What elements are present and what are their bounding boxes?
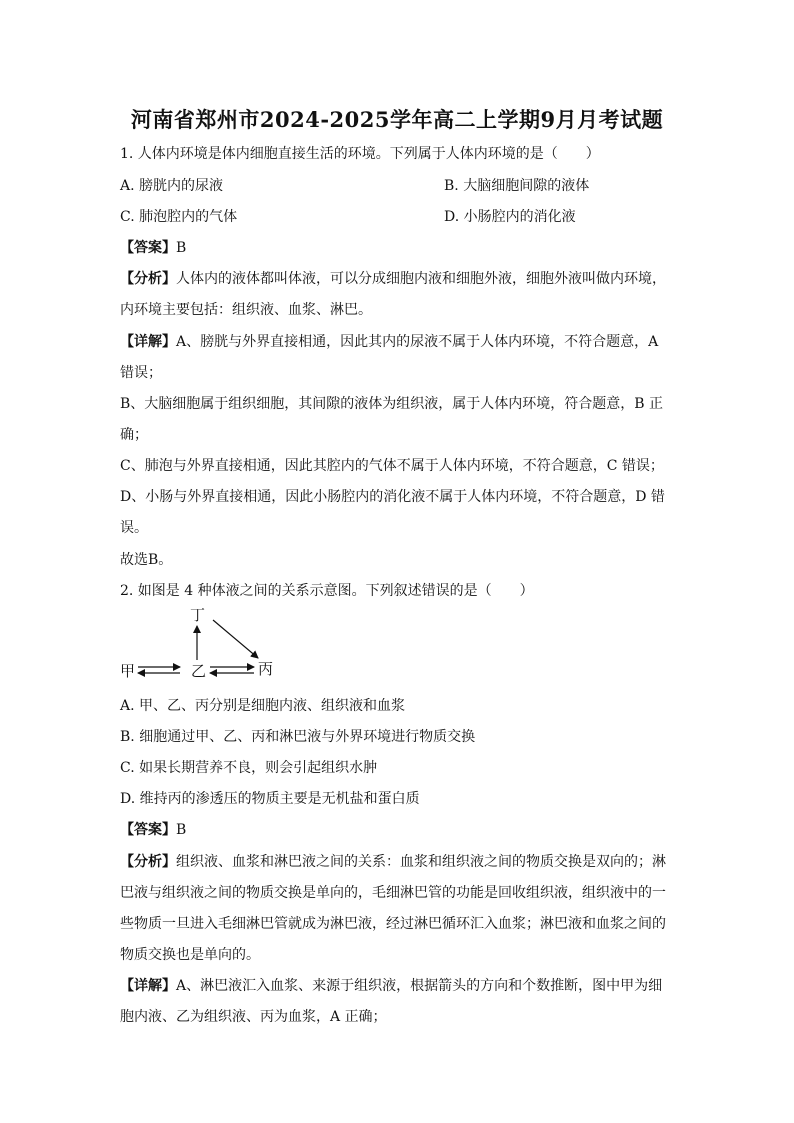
label-yi: 乙: [191, 662, 207, 680]
answer-value: B: [176, 822, 187, 838]
label-bing: 丙: [258, 660, 274, 678]
label-ding: 丁: [190, 606, 206, 624]
arrow-ding-to-bing: [213, 620, 258, 658]
q1-answer: [120, 239, 680, 257]
q1-detail-line-3: B、大脑细胞属于组织细胞，其间隙的液体为组织液，属于人体内环境，符合题意，B 正: [120, 396, 664, 412]
q2-analysis-line-1: [120, 853, 680, 871]
q1-option-c: C. 肺泡腔内的气体: [120, 209, 238, 225]
analysis-text: 组织液、血浆和淋巴液之间的关系：血浆和组织液之间的物质交换是双向的；淋: [176, 854, 666, 870]
analysis-tag: 【分析】: [120, 854, 176, 870]
answer-value: B: [176, 240, 187, 256]
page-title: 河南省郑州市2024-2025学年高二上学期9月月考试题: [130, 107, 664, 132]
q1-detail-line-1: [120, 333, 680, 351]
q1-detail-line-8: 故选B。: [120, 552, 173, 568]
q1-option-a: A. 膀胱内的尿液: [120, 178, 224, 194]
q2-detail-line-1: [120, 977, 680, 995]
q1-detail-line-4: 确；: [120, 427, 148, 443]
analysis-tag: 【分析】: [120, 271, 176, 287]
q1-option-b: B. 大脑细胞间隙的液体: [444, 178, 590, 194]
q2-stem: 2. 如图是 4 种体液之间的关系示意图。下列叙述错误的是（ ）: [120, 583, 534, 599]
analysis-text: 人体内的液体都叫体液，可以分成细胞内液和细胞外液，细胞外液叫做内环境，: [176, 271, 666, 287]
q1-option-d: D. 小肠腔内的消化液: [444, 209, 576, 225]
q2-analysis-line-2: 巴液与组织液之间的物质交换是单向的，毛细淋巴管的功能是回收组织液，组织液中的一: [120, 885, 666, 901]
detail-tag: 【详解】: [120, 978, 176, 994]
answer-tag: 【答案】: [120, 240, 176, 256]
q2-answer: [120, 821, 680, 839]
q2-option-d: D. 维持丙的渗透压的物质主要是无机盐和蛋白质: [120, 791, 420, 807]
q2-option-a: A. 甲、乙、丙分别是细胞内液、组织液和血浆: [120, 698, 406, 714]
q1-detail-line-7: 误。: [120, 520, 148, 536]
detail-text: A、膀胱与外界直接相通，因此其内的尿液不属于人体内环境，不符合题意，A: [176, 334, 659, 350]
q2-analysis-line-4: 物质交换也是单向的。: [120, 947, 260, 963]
q1-analysis-line-1: [120, 270, 680, 288]
q2-option-b: B. 细胞通过甲、乙、丙和淋巴液与外界环境进行物质交换: [120, 729, 476, 745]
q1-detail-line-2: 错误；: [120, 365, 162, 381]
q1-detail-line-6: D、小肠与外界直接相通，因此小肠腔内的消化液不属于人体内环境，不符合题意，D 错: [120, 489, 665, 505]
body-fluid-diagram: [118, 604, 288, 684]
q2-analysis-line-3: 些物质一旦进入毛细淋巴管就成为淋巴液，经过淋巴循环汇入血浆；淋巴液和血浆之间的: [120, 916, 666, 932]
detail-tag: 【详解】: [120, 334, 176, 350]
answer-tag: 【答案】: [120, 822, 176, 838]
q1-stem: 1. 人体内环境是体内细胞直接生活的环境。下列属于人体内环境的是（ ）: [120, 146, 600, 162]
q2-option-c: C. 如果长期营养不良，则会引起组织水肿: [120, 760, 378, 776]
q2-detail-line-2: 胞内液、乙为组织液、丙为血浆，A 正确；: [120, 1009, 387, 1025]
label-jia: 甲: [120, 662, 136, 680]
detail-text: A、淋巴液汇入血浆、来源于组织液，根据箭头的方向和个数推断，图中甲为细: [176, 978, 663, 994]
q1-detail-line-5: C、肺泡与外界直接相通，因此其腔内的气体不属于人体内环境，不符合题意，C 错误；: [120, 458, 664, 474]
q1-analysis-line-2: 内环境主要包括：组织液、血浆、淋巴。: [120, 302, 372, 318]
